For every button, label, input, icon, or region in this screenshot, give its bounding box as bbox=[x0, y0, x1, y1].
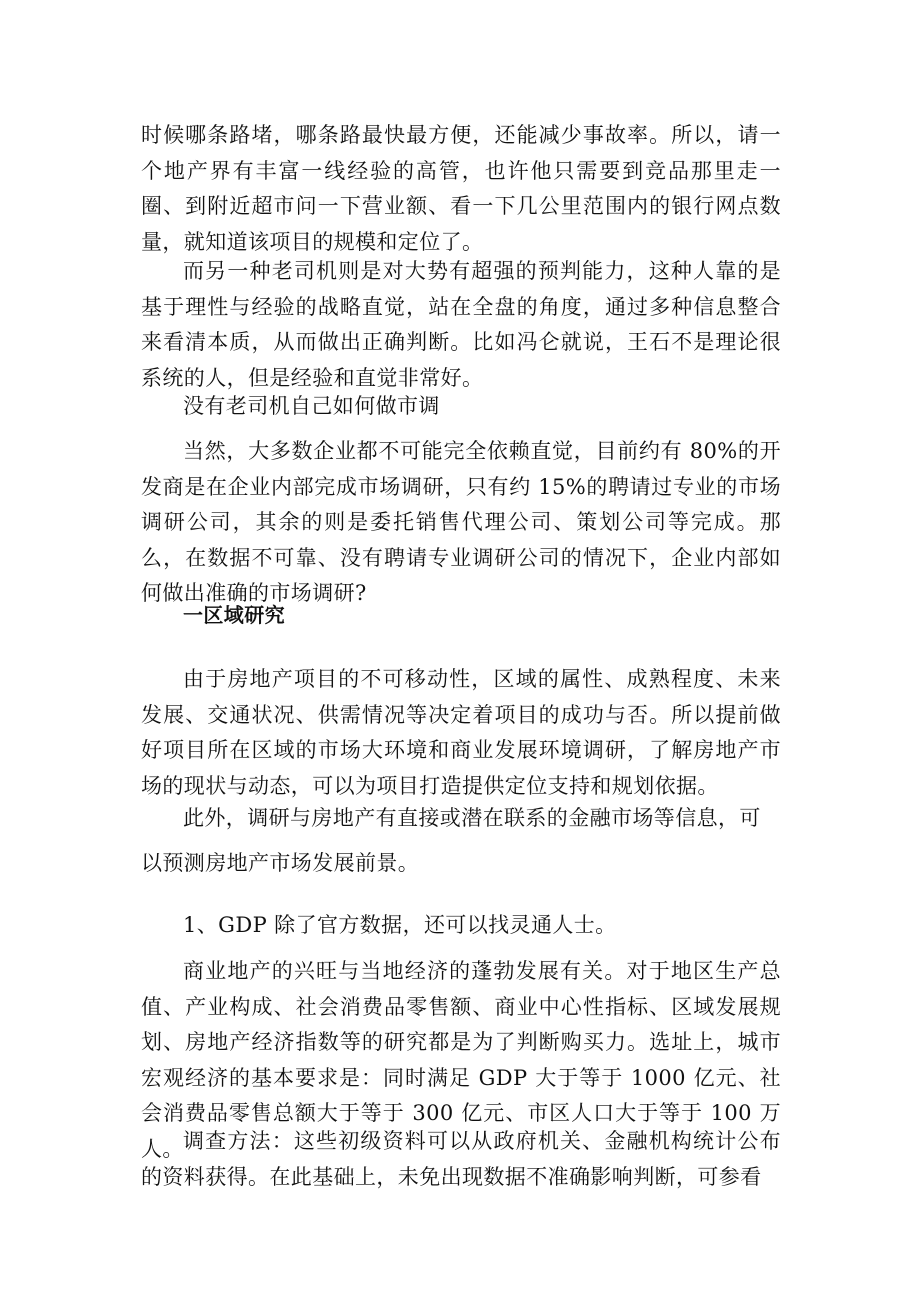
paragraph-economic-requirements: 商业地产的兴旺与当地经济的蓬勃发展有关。对于地区生产总值、产业构成、社会消费品零售额、商业中心性指标、区域发展规划、房地产经济指数等的研究都是为了判断购买力。选址上，城市宏观经济的基本要求是：同时满足 GDP 大于等于 1000 亿元、社会消费品零售总额大于等于 300 亿元、市区人口大于等于 100 万人。 bbox=[141, 959, 782, 1161]
section-heading-regional-research: 一区域研究 bbox=[183, 603, 285, 627]
paragraph-strategic-intuition: 而另一种老司机则是对大势有超强的预判能力，这种人靠的是基于理性与经验的战略直觉，站在全盘的角度，通过多种信息整合来看清本质，从而做出正确判断。比如冯仑就说，王石不是理论很系统的人，但是经验和直觉非常好。 bbox=[141, 259, 781, 390]
paragraph-market-outlook: 以预测房地产市场发展前景。 bbox=[141, 851, 420, 875]
paragraph-internal-research: 当然，大多数企业都不可能完全依赖直觉，目前约有 80%的开发商是在企业内部完成市场调研，只有约 15%的聘请过专业的市场调研公司，其余的则是委托销售代理公司、策划公司等完成。那么，在数据不可靠、没有聘请专业调研公司的情况下，企业内部如何做出准确的市场调研? bbox=[141, 439, 781, 605]
paragraph-financial-market: 此外，调研与房地产有直接或潜在联系的金融市场等信息，可 bbox=[183, 806, 761, 830]
section-subtitle-market-research: 没有老司机自己如何做市调 bbox=[183, 394, 440, 418]
paragraph-survey-method: 调查方法：这些初级资料可以从政府机关、金融机构统计公布的资料获得。在此基础上，未免出现数据不准确影响判断，可参看 bbox=[141, 1129, 781, 1189]
paragraph-experienced-executive: 时候哪条路堵，哪条路最快最方便，还能减少事故率。所以，请一个地产界有丰富一线经验的高管，也许他只需要到竞品那里走一圈、到附近超市问一下营业额、看一下几公里范围内的银行网点数量，就知道该项目的规模和定位了。 bbox=[141, 123, 781, 254]
paragraph-regional-factors: 由于房地产项目的不可移动性，区域的属性、成熟程度、未来发展、交通状况、供需情况等决定着项目的成功与否。所以提前做好项目所在区域的市场大环境和商业发展环境调研，了解房地产市场的现状与动态，可以为项目打造提供定位支持和规划依据。 bbox=[141, 667, 781, 798]
list-item-gdp: 1、GDP 除了官方数据，还可以找灵通人士。 bbox=[183, 913, 617, 937]
